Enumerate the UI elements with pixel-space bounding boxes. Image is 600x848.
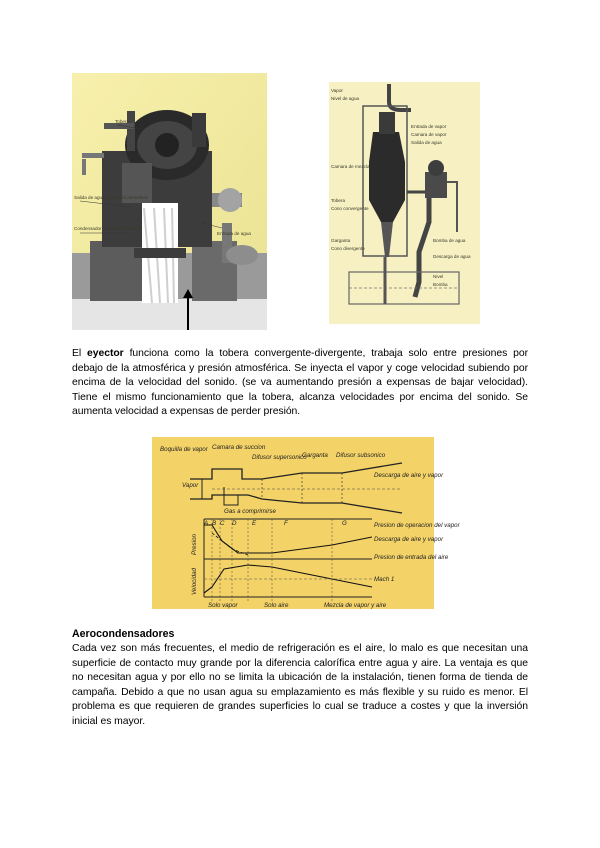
- ejector-photo: [72, 73, 267, 330]
- schem-label-nivel: Nivel: [433, 274, 444, 279]
- diag-label-camara: Camara de succion: [212, 444, 266, 451]
- photo-label-tobera: Tobera: [115, 119, 130, 124]
- diag-axis-velocidad: Velocidad: [191, 568, 198, 595]
- diag-label-difusor-super: Difusor supersonico: [252, 454, 307, 461]
- schem-label-cono-divergente: Cono divergente: [331, 246, 365, 251]
- diag-axis-presion: Presion: [191, 534, 198, 555]
- diag-label-vapor: Vapor: [182, 482, 199, 489]
- schem-label-bomba-agua: Bomba de agua: [433, 238, 466, 243]
- schem-label-entrada-vapor: Entrada de vapor: [411, 124, 447, 129]
- diag-label-presion-operacion: Presion de operacion del vapor: [374, 522, 460, 529]
- schem-label-descarga-agua: Descarga de agua: [433, 254, 471, 259]
- schem-label-camara-mezcla: Camara de mezcla: [331, 164, 370, 169]
- ejector-paragraph: [72, 347, 528, 420]
- photo-label-condensador: Condensador de chorro o eyector: [74, 226, 143, 231]
- schem-label-camara-vapor: Camara de vapor: [411, 132, 447, 137]
- diag-label-solo-aire: Solo aire: [264, 602, 289, 609]
- ejector-paragraph-body: funciona como la tobera convergente-divergente, trabaja solo entre presiones por debajo de la atmosférica y presión atmosférica. Se inyecta el vapor y coge velocidad subiendo por encima de la velocidad del sonido. (se va aumentando presión a expensas de bajar velocidad). Tiene el mismo funcionamiento que la tobera, alcanza velocidades por encima del sonido. Se aumenta velocidad a expensas de perder presión.: [72, 348, 528, 418]
- section-heading: Aerocondensadores: [72, 628, 175, 640]
- diag-label-difusor-sub: Difusor subsonico: [336, 452, 386, 459]
- schem-label-vapor: Vapor: [331, 88, 343, 93]
- schem-label-salida-agua: Salida de agua: [411, 140, 442, 145]
- diag-label-descarga: Descarga de aire y vapor: [374, 536, 444, 543]
- diag-label-descarga-top: Descarga de aire y vapor: [374, 472, 444, 479]
- photo-label-salida: Salida de agua y aire a la atmosfera: [74, 195, 148, 200]
- schem-label-garganta: Garganta: [331, 238, 351, 243]
- ejector-paragraph-prefix: El: [72, 348, 82, 359]
- diag-section-e: E: [252, 520, 257, 527]
- schem-label-bomba: Bomba: [433, 282, 448, 287]
- ejector-diagram: [152, 437, 460, 609]
- ejector-term: eyector: [87, 348, 124, 359]
- diag-label-presion-entrada: Presion de entrada del aire: [374, 554, 449, 561]
- ejector-schematic: [329, 82, 480, 324]
- schem-label-cono-convergente: Cono convergente: [331, 206, 369, 211]
- aerocondensers-paragraph: Cada vez son más frecuentes, el medio de refrigeración es el aire, lo malo es que necesitan una superficie de contacto muy grande por la diferencia calorífica entre agua y aire. La ventaja es que no necesitan agua y por ello no se limita la ubicación de la instalación, tienen forma de tienda de campaña. Debido a que no usan agua su emplazamiento es más flexible y su ruido es menor. El problema es que requieren de grandes superficies lo cual se traduce a costes y que la inversión inicial es mayor.: [72, 643, 528, 727]
- schem-label-nivel-agua: Nivel de agua: [331, 96, 360, 101]
- diag-section-g: G: [342, 520, 347, 527]
- diag-label-mach: Mach 1: [374, 576, 395, 583]
- diag-label-gas: Gas a comprimirse: [224, 508, 276, 515]
- diag-label-mezcla: Mezcla de vapor y aire: [324, 602, 387, 609]
- diag-section-f: F: [284, 520, 288, 527]
- diag-section-d: D: [232, 520, 237, 527]
- diag-label-garganta: Garganta: [302, 452, 328, 459]
- schem-label-tobera: Tobera: [331, 198, 346, 203]
- diag-section-b: B: [212, 520, 217, 527]
- diag-section-a: A: [204, 520, 209, 527]
- diag-section-c: C: [220, 520, 225, 527]
- diag-label-boquilla: Boquilla de vapor: [160, 446, 208, 453]
- photo-label-entrada-agua: Entrada de agua: [217, 231, 251, 236]
- diag-label-solo-vapor: Solo vapor: [208, 602, 238, 609]
